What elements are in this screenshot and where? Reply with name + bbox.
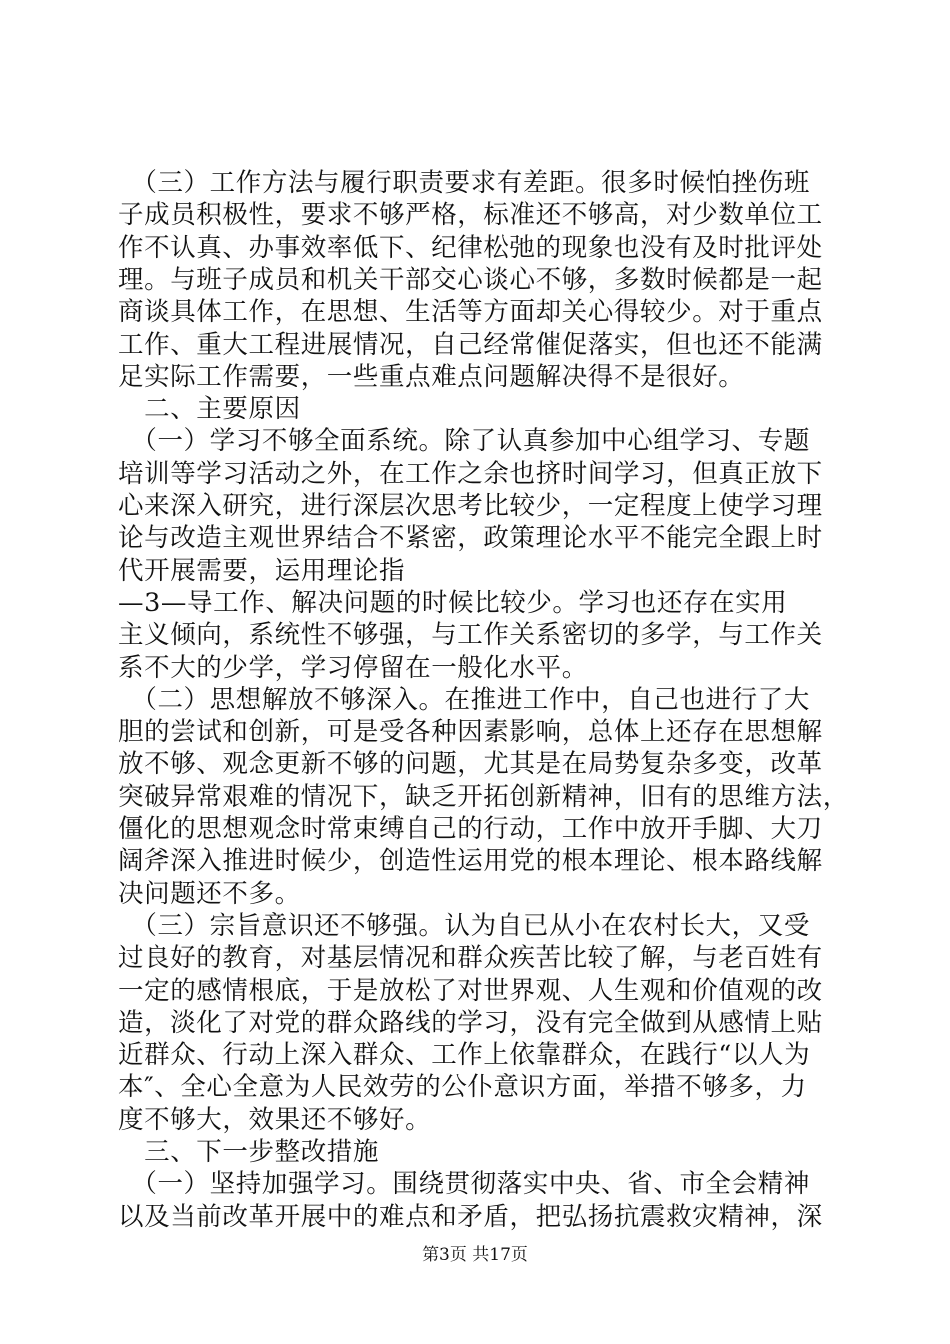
text-line: 造，淡化了对党的群众路线的学习，没有完全做到从感情上贴 [118,1007,823,1038]
text-line: 僵化的思想观念时常束缚自己的行动，工作中放开手脚、大刀 [118,814,823,844]
text-line: 足实际工作需要，一些重点难点问题解决得不是很好。 [118,361,745,392]
text-line: 工作、重大工程进展情况，自己经常催促落实，但也还不能满 [118,329,823,360]
text-line: 子成员积极性，要求不够严格，标准还不够高，对少数单位工 [118,200,823,231]
text-line: 心来深入研究，进行深层次思考比较少，一定程度上使学习理 [118,491,823,521]
text-line: 三、下一步整改措施 [118,1137,380,1167]
text-line: 决问题还不多。 [118,878,301,909]
text-line: 商谈具体工作，在思想、生活等方面却关心得较少。对于重点 [118,297,823,328]
text-line: 度不够大，效果还不够好。 [118,1104,432,1135]
text-line: （二）思想解放不够深入。在推进工作中，自己也进行了大 [118,684,810,715]
text-line: 以及当前改革开展中的难点和矛盾，把弘扬抗震救灾精神，深 [118,1201,823,1232]
page-number-footer: 第3页 共17页 [422,1245,528,1265]
text-line: 作不认真、办事效率低下、纪律松弛的现象也没有及时批评处 [118,232,823,263]
text-line: （三）宗旨意识还不够强。认为自已从小在农村长大，又受 [118,910,810,941]
text-line: 阔斧深入推进时候少，创造性运用党的根本理论、根本路线解 [118,846,823,877]
text-line: 过良好的教育，对基层情况和群众疾苦比较了解，与老百姓有 [118,943,823,974]
text-line: （一）坚持加强学习。围绕贯彻落实中央、省、市全会精神 [118,1169,810,1200]
text-line: 论与改造主观世界结合不紧密，政策理论水平不能完全跟上时 [118,523,823,554]
text-line: 突破异常艰难的情况下，缺乏开拓创新精神，旧有的思维方法， [118,781,849,812]
text-line: 放不够、观念更新不够的问题，尤其是在局势复杂多变，改革 [118,749,823,780]
text-line: （一）学习不够全面系统。除了认真参加中心组学习、专题 [118,426,810,457]
text-line: 主义倾向，系统性不够强，与工作关系密切的多学，与工作关 [118,620,823,651]
text-line: 理。与班子成员和机关干部交心谈心不够，多数时候都是一起 [118,264,823,295]
text-line: 胆的尝试和创新，可是受各种因素影响，总体上还存在思想解 [118,717,823,748]
text-line: 代开展需要，运用理论指 [118,555,406,586]
text-line: 近群众、行动上深入群众、工作上依靠群众，在践行“以人为 [118,1040,811,1071]
text-line: （三）工作方法与履行职责要求有差距。很多时候怕挫伤班 [118,168,810,198]
text-line: 培训等学习活动之外，在工作之余也挤时间学习，但真正放下 [118,458,823,489]
text-line: 系不大的少学，学习停留在一般化水平。 [118,652,588,683]
text-line: 一定的感情根底，于是放松了对世界观、人生观和价值观的改 [118,975,823,1006]
text-line: 本″、全心全意为人民效劳的公仆意识方面，举措不够多，力 [118,1072,807,1103]
text-line: 二、主要原因 [118,394,301,425]
text-line: —3—导工作、解决问题的时候比较少。学习也还存在实用 [118,587,788,618]
